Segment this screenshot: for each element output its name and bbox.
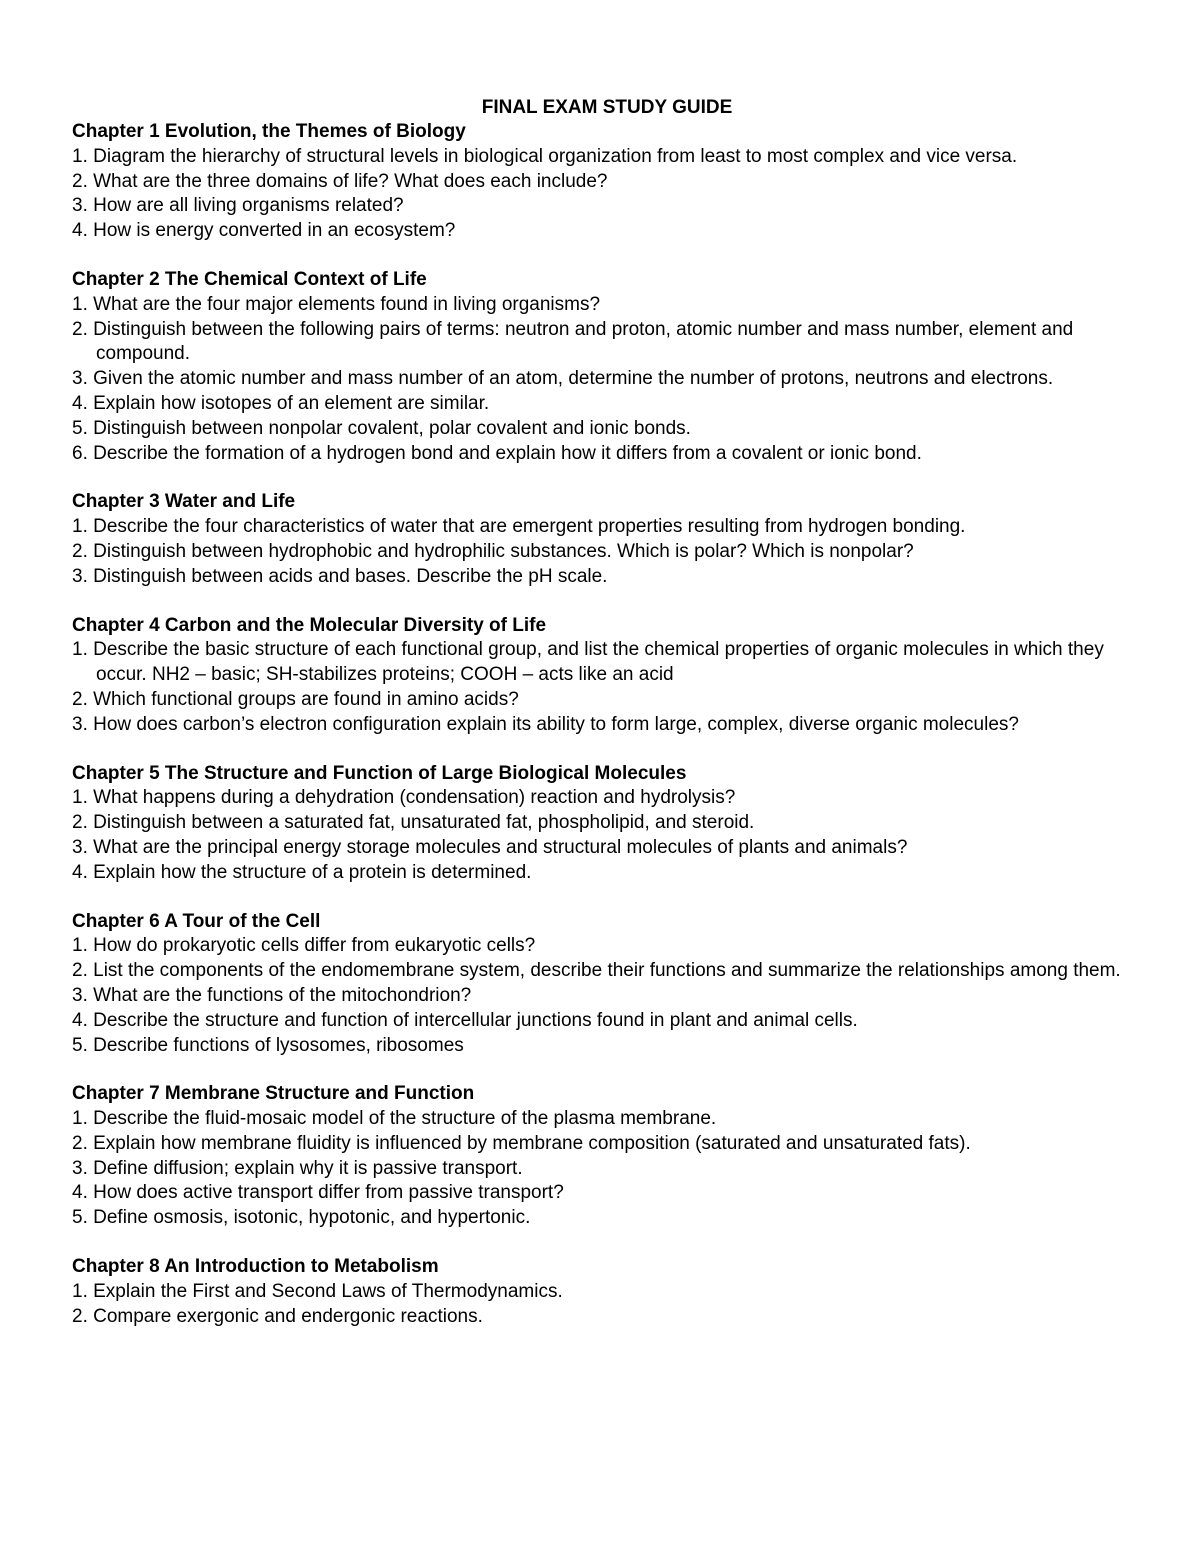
question-item: 2. Which functional groups are found in amino acids? <box>72 688 519 710</box>
question-list <box>72 293 1142 467</box>
question-item: 1. What happens during a dehydration (condensation) reaction and hydrolysis? <box>72 787 736 809</box>
chapter-section <box>72 268 1142 466</box>
question-item: 4. Explain how isotopes of an element are similar. <box>72 392 490 414</box>
question-item: 3. What are the functions of the mitochondrion? <box>72 984 472 1006</box>
question-item: 3. How are all living organisms related? <box>72 195 404 217</box>
chapter-heading: Chapter 3 Water and Life <box>72 491 296 513</box>
chapter-section <box>72 1082 1142 1231</box>
question-list <box>72 515 1142 589</box>
question-item: 3. Given the atomic number and mass number of an atom, determine the number of protons, neutrons and electrons. <box>72 368 1054 390</box>
question-item: 2. List the components of the endomembrane system, describe their functions and summarize the relationships among them. <box>72 960 1121 982</box>
question-list <box>72 1107 1142 1231</box>
question-item: 3. Define diffusion; explain why it is passive transport. <box>72 1157 523 1179</box>
chapter-section <box>72 910 1142 1059</box>
chapter-heading: Chapter 2 The Chemical Context of Life <box>72 268 427 290</box>
chapter-section <box>72 490 1142 589</box>
chapter-heading: Chapter 8 An Introduction to Metabolism <box>72 1256 439 1278</box>
chapter-section <box>72 614 1142 738</box>
chapter-heading: Chapter 1 Evolution, the Themes of Biology <box>72 121 466 142</box>
question-item: 5. Define osmosis, isotonic, hypotonic, and hypertonic. <box>72 1207 531 1229</box>
chapter-heading: Chapter 6 A Tour of the Cell <box>72 910 321 932</box>
question-item: 5. Describe functions of lysosomes, ribosomes <box>72 1034 464 1056</box>
question-list <box>72 1280 1142 1330</box>
document-title: FINAL EXAM STUDY GUIDE <box>481 97 733 118</box>
chapter-list <box>72 120 1142 1329</box>
question-item: 1. What are the four major elements found in living organisms? <box>72 293 601 315</box>
question-item: 4. Describe the structure and function of intercellular junctions found in plant and animal cells. <box>72 1009 858 1031</box>
chapter-heading: Chapter 5 The Structure and Function of Large Biological Molecules <box>72 762 687 784</box>
chapter-heading: Chapter 7 Membrane Structure and Function <box>72 1083 475 1105</box>
question-item: 1. How do prokaryotic cells differ from eukaryotic cells? <box>72 935 536 957</box>
question-item: 2. Distinguish between the following pairs of terms: neutron and proton, atomic number and mass number, element and compound. <box>72 318 1074 365</box>
question-list <box>72 638 1142 737</box>
question-list <box>72 786 1142 885</box>
question-item: 4. How does active transport differ from passive transport? <box>72 1182 564 1204</box>
chapter-section <box>72 120 1142 244</box>
question-item: 1. Describe the fluid-mosaic model of the structure of the plasma membrane. <box>72 1108 717 1130</box>
question-item: 5. Distinguish between nonpolar covalent, polar covalent and ionic bonds. <box>72 417 691 439</box>
question-item: 4. How is energy converted in an ecosystem? <box>72 220 456 242</box>
question-item: 1. Describe the four characteristics of water that are emergent properties resulting from hydrogen bonding. <box>72 516 966 538</box>
question-item: 6. Describe the formation of a hydrogen bond and explain how it differs from a covalent or ionic bond. <box>72 442 922 464</box>
question-item: 2. What are the three domains of life? What does each include? <box>72 170 608 192</box>
question-list <box>72 145 1142 244</box>
question-item: 4. Explain how the structure of a protein is determined. <box>72 861 532 883</box>
question-item: 3. What are the principal energy storage molecules and structural molecules of plants and animals? <box>72 836 908 858</box>
question-list <box>72 934 1142 1058</box>
question-item: 3. Distinguish between acids and bases. Describe the pH scale. <box>72 565 608 587</box>
question-item: 2. Compare exergonic and endergonic reactions. <box>72 1305 483 1327</box>
question-item: 1. Explain the First and Second Laws of Thermodynamics. <box>72 1280 563 1302</box>
chapter-section <box>72 762 1142 886</box>
question-item: 2. Distinguish between a saturated fat, unsaturated fat, phospholipid, and steroid. <box>72 812 755 834</box>
chapter-section <box>72 1255 1142 1329</box>
document-page <box>72 96 1142 1353</box>
chapter-heading: Chapter 4 Carbon and the Molecular Diversity of Life <box>72 614 547 636</box>
question-item: 1. Diagram the hierarchy of structural levels in biological organization from least to most complex and vice versa. <box>72 145 1018 167</box>
question-item: 2. Explain how membrane fluidity is influenced by membrane composition (saturated and unsaturated fats). <box>72 1132 971 1154</box>
question-item: 3. How does carbon’s electron configuration explain its ability to form large, complex, diverse organic molecules? <box>72 713 1019 735</box>
question-item: 1. Describe the basic structure of each functional group, and list the chemical properties of organic molecules in which they occur. NH2 – basic; SH-stabilizes proteins; COOH – acts like an acid <box>72 639 1104 686</box>
question-item: 2. Distinguish between hydrophobic and hydrophilic substances. Which is polar? Which is nonpolar? <box>72 540 914 562</box>
